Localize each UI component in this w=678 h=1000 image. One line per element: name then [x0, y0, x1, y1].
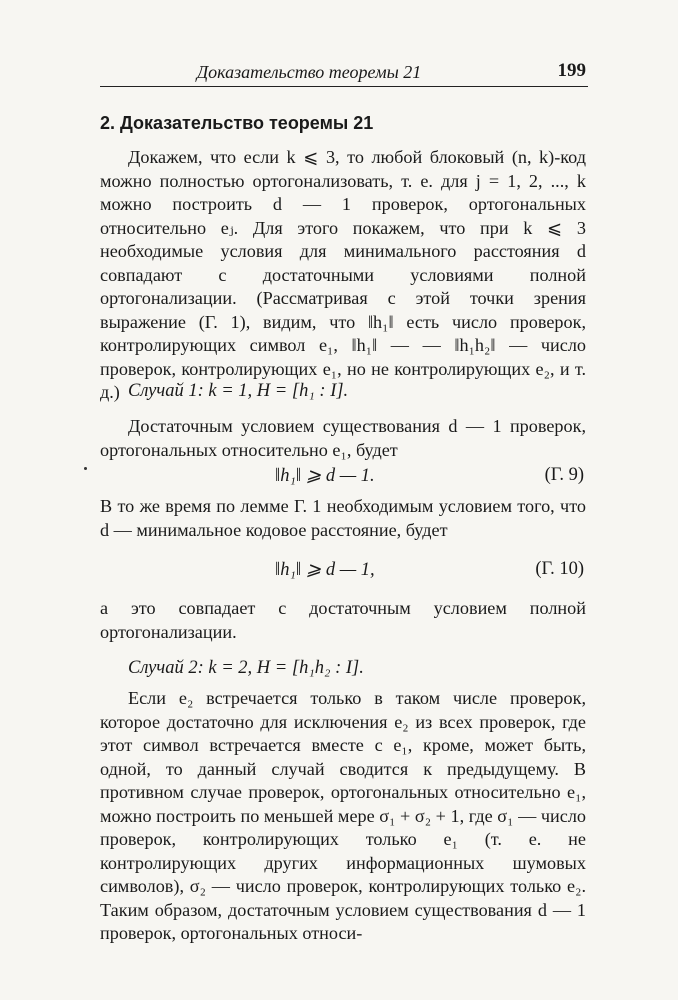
case1-text3: а это совпадает с достаточным условием полной ортогонализации. — [100, 598, 586, 642]
case1-text2: В то же время по лемме Г. 1 необходимым условием того, что d — минимальное кодовое расстояние, будет — [100, 496, 586, 540]
formula-g9-tag: (Г. 9) — [544, 465, 584, 485]
case1-paragraph3 — [100, 597, 586, 644]
case2-heading: Случай 2: k = 2, H = [h₁h₂ : I]. — [128, 658, 364, 678]
formula-g9 — [100, 465, 586, 489]
paragraph-intro-text: Докажем, что если k ⩽ 3, то любой блоковый (n, k)-код можно полностью ортогонализовать, т. е. для j = 1, 2, ..., k можно построить d — 1 проверок, ортогональных относительно eⱼ. Для этого покажем, что при k ⩽ 3 необходимые условия для минимального расстояния d совпадают с достаточными условиями полной ортогонализации. (Рассматривая с этой точки зрения выражение (Г. 1), видим, что ‖h₁‖ есть число проверок, контролирующих символ e₁, ‖h₁‖ — — ‖h₁h₂‖ — число проверок, контролирующих e₁, но не контролирующих e₂, и т. д.) — [100, 147, 586, 402]
case1-text: Достаточным условием существования d — 1 проверок, ортогональных относительно e₁, будет — [100, 416, 586, 460]
case1-heading: Случай 1: k = 1, H = [h₁ : I]. — [128, 381, 349, 401]
case1-paragraph2 — [100, 495, 586, 542]
print-speck — [84, 467, 87, 470]
section-title: 2. Доказательство теоремы 21 — [100, 113, 374, 133]
formula-g10-expr: ‖h₁‖ ⩾ d — 1, — [275, 560, 375, 580]
case1-paragraph — [100, 415, 586, 462]
running-head — [100, 60, 588, 87]
paragraph-intro — [100, 146, 586, 405]
page-number: 199 — [557, 60, 586, 81]
formula-g10-tag: (Г. 10) — [535, 559, 584, 579]
case2-text: Если e₂ встречается только в таком числе проверок, которое достаточно для исключения e₂ из всех проверок, где этот символ встречается вместе с e₁, кроме, может быть, одной, то данный случай сводится к предыдущему. В противном случае проверок, ортогональных относительно e₁, можно построить по меньшей мере σ₁ + σ₂ + 1, где σ₁ — число проверок, контролирующих только e₁ (т. е. не контролирующих других информационных шумовых символов), σ₂ — число проверок, контролирующих только e₂. Таким образом, достаточным условием существования d — 1 проверок, ортогональных относи- — [100, 688, 586, 943]
formula-g10 — [100, 559, 586, 583]
running-head-title: Доказательство теоремы 21 — [196, 62, 422, 82]
formula-g9-expr: ‖h₁‖ ⩾ d — 1. — [275, 466, 375, 486]
case2-paragraph — [100, 687, 586, 946]
